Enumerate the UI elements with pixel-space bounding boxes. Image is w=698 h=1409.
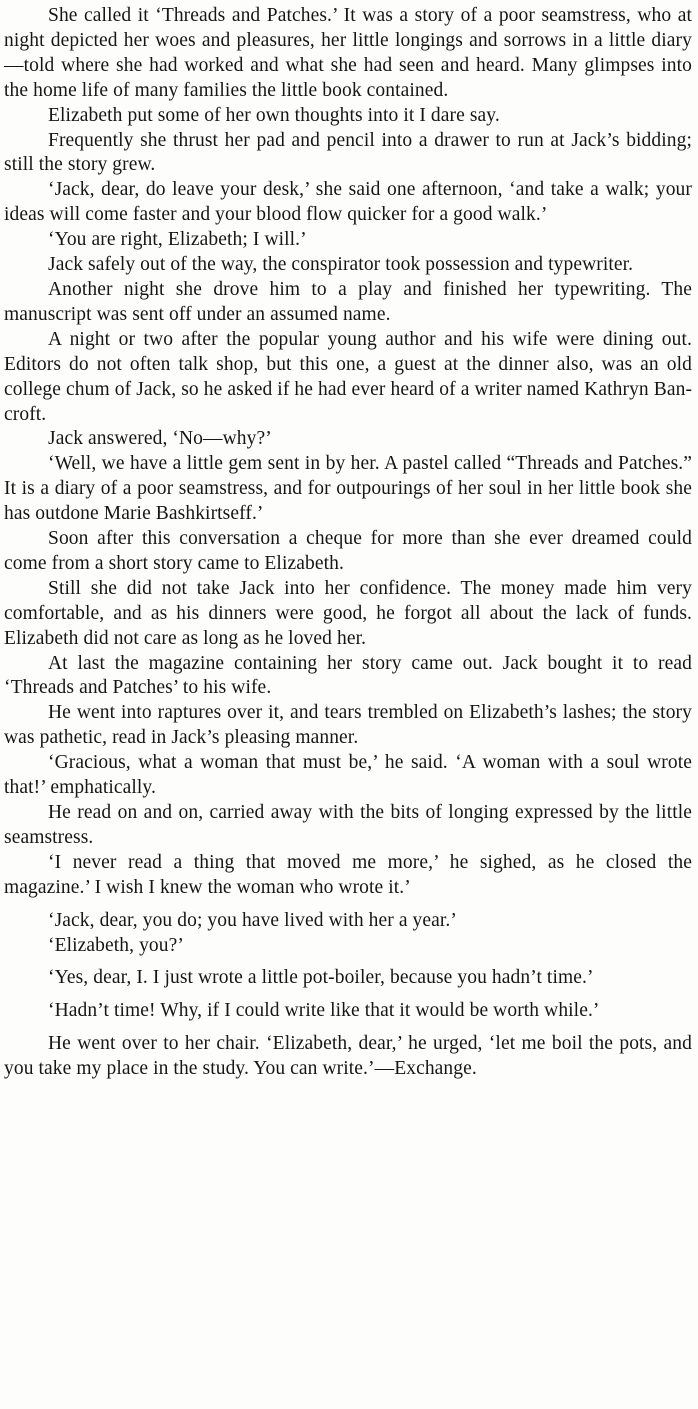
paragraph-1: She called it ‘Threads and Patches.’ It was a story of a poor seamstress, who at night depicted her woes and pleasures, her little longings and sorrows in a little diary—told where she had worked and what she had seen and heard. Many glimpses into the home life of many families the little book contained. [4, 5, 692, 101]
paragraph-16: He read on and on, carried away with the bits of longing expressed by the little seamstress. [4, 802, 692, 848]
paragraph-14: He went into raptures over it, and tears trembled on Elizabeth’s lashes; the story was pathetic, read in Jack’s pleasing manner. [4, 702, 692, 749]
paragraph-4: ‘Jack, dear, do leave your desk,’ she said one afternoon, ‘and take a walk; your ideas will come faster and your blood flow quicker for a good walk.’ [4, 179, 692, 226]
paragraph-2: Elizabeth put some of her own thoughts into it I dare say. [48, 104, 500, 126]
paragraph-13: At last the magazine containing her story came out. Jack bought it to read ‘Threads and Patches’ to his wife. [4, 652, 692, 699]
paragraph-7: Another night she drove him to a play and finished her typewriting. The manuscript was sent off under an assumed name. [4, 278, 692, 325]
paragraph-18: ‘Jack, dear, you do; you have lived with her a year.’ [48, 909, 458, 931]
paragraph-11: Soon after this conversation a cheque for more than she ever dreamed could come from a short story came to Elizabeth. [4, 528, 692, 574]
paragraph-8: A night or two after the popular young author and his wife were dining out. Editors do not often talk shop, but this one, a guest at the dinner also, was an old college chum of Jack, so he asked if he had ever heard of a writer named Kathryn Bancroft. [4, 328, 692, 425]
paragraph-9: Jack answered, ‘No—why?’ [48, 428, 272, 450]
paragraph-19: ‘Elizabeth, you?’ [48, 934, 184, 956]
paragraph-5: ‘You are right, Elizabeth; I will.’ [48, 229, 307, 251]
article-column [4, 4, 692, 1082]
paragraph-17: ‘I never read a thing that moved me more,’ he sighed, as he closed the magazine.’ I wish I knew the woman who wrote it.’ [4, 851, 692, 898]
paragraph-12: Still she did not take Jack into her confidence. The money made him very comfortable, and as his dinners were good, he forgot all about the lack of funds. Elizabeth did not care as long as he loved her. [4, 577, 692, 649]
paragraph-21: ‘Hadn’t time! Why, if I could write like that it would be worth while.’ [48, 1000, 600, 1022]
paragraph-15: ‘Gracious, what a woman that must be,’ he said. ‘A woman with a soul wrote that!’ emphatically. [4, 752, 692, 799]
paragraph-6: Jack safely out of the way, the conspirator took possession and typewriter. [48, 254, 634, 276]
paragraph-3: Frequently she thrust her pad and pencil into a drawer to run at Jack’s bidding; still the story grew. [4, 129, 692, 176]
paragraph-10: ‘Well, we have a little gem sent in by her. A pastel called “Threads and Patches.” It is a diary of a poor seamstress, and for outpourings of her soul in her little book she has outdone Marie Bashkirtseff.’ [4, 453, 692, 525]
paragraph-22: He went over to her chair. ‘Elizabeth, dear,’ he urged, ‘let me boil the pots, and you take my place in the study. You can write.’—Exchange. [4, 1033, 692, 1080]
paragraph-20: ‘Yes, dear, I. I just wrote a little pot-boiler, because you hadn’t time.’ [48, 967, 594, 989]
